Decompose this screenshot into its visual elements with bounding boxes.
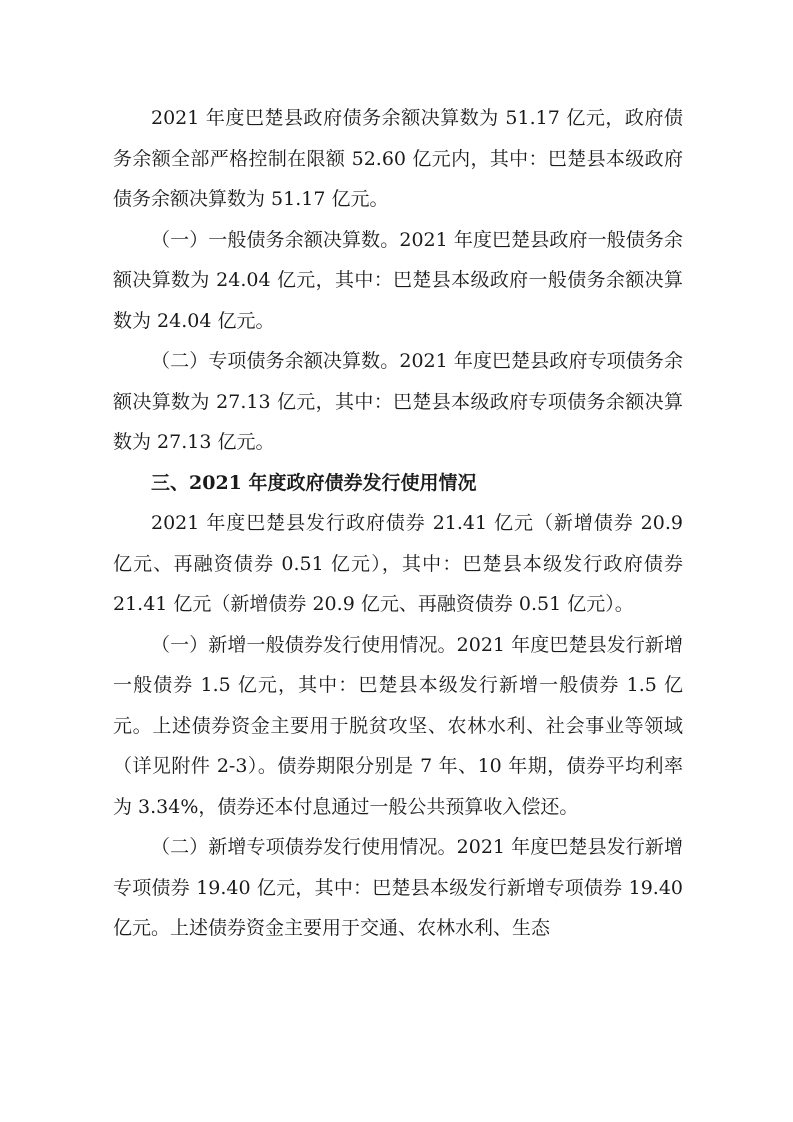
bond-issuance-paragraph: 2021 年度巴楚县发行政府债券 21.41 亿元（新增债券 20.9 亿元、再融资债券 0.51 亿元），其中：巴楚县本级发行政府债券 21.41 亿元（新增债券 20.9 亿元、再融资债券 0.51 亿元）。 — [113, 512, 683, 615]
section-heading: 三、2021 年度政府债券发行使用情况 — [151, 471, 477, 494]
general-debt-paragraph: （一）一般债务余额决算数。2021 年度巴楚县政府一般债务余额决算数为 24.04 亿元，其中：巴楚县本级政府一般债务余额决算数为 24.04 亿元。 — [113, 228, 683, 332]
special-debt-paragraph: （二）专项债务余额决算数。2021 年度巴楚县政府专项债务余额决算数为 27.13 亿元，其中：巴楚县本级政府专项债务余额决算数为 27.13 亿元。 — [113, 350, 683, 453]
special-bond-usage-paragraph: （二）新增专项债券发行使用情况。2021 年度巴楚县发行新增专项债券 19.40 亿元，其中：巴楚县本级发行新增专项债券 19.40 亿元。上述债券资金主要用于交通、农林水利、生态 — [113, 836, 683, 939]
debt-balance-paragraph: 2021 年度巴楚县政府债务余额决算数为 51.17 亿元，政府债务余额全部严格控制在限额 52.60 亿元内，其中：巴楚县本级政府债务余额决算数为 51.17 亿元。 — [113, 107, 683, 210]
general-bond-usage-paragraph: （一）新增一般债券发行使用情况。2021 年度巴楚县发行新增一般债券 1.5 亿元，其中：巴楚县本级发行新增一般债券 1.5 亿元。上述债券资金主要用于脱贫攻坚、农林水利、社会事业等领域（详见附件 2-3）。债券期限分别是 7 年、10 年期，债券平均利率为 3.34%，债券还本付息通过一般公共预算收入偿还。 — [113, 633, 683, 818]
document-body — [113, 98, 683, 949]
